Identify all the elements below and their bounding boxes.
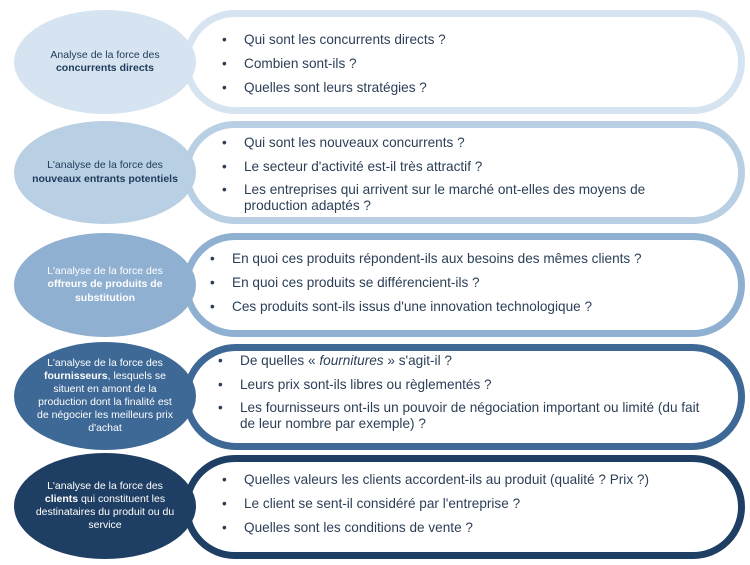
force-label: L'analyse de la force des bbox=[47, 479, 163, 492]
force-label-bold: concurrents directs bbox=[55, 62, 155, 74]
question-item: • Qui sont les nouveaux concurrents ? bbox=[222, 134, 692, 151]
force-label: Analyse de la force des bbox=[50, 48, 160, 61]
force-label-bold: fournisseurs bbox=[44, 369, 108, 382]
question-item: • Le client se sent-il considéré par l'entreprise ? bbox=[222, 495, 722, 512]
force-row-3 bbox=[0, 228, 750, 338]
question-item: • En quoi ces produits répondent-ils aux besoins des mêmes clients ? bbox=[210, 250, 730, 267]
force-circle bbox=[14, 233, 196, 337]
force-label-bold: clients bbox=[44, 492, 79, 505]
force-label-bold: offreurs de produits de substitution bbox=[47, 278, 163, 304]
force-circle bbox=[14, 10, 196, 114]
question-item: • Combien sont-ils ? bbox=[222, 55, 722, 72]
question-item: • Qui sont les concurrents directs ? bbox=[222, 31, 722, 48]
force-row-4 bbox=[0, 339, 750, 451]
force-label: L'analyse de la force des bbox=[47, 265, 163, 278]
question-item: • Quelles sont les conditions de vente ? bbox=[222, 519, 722, 536]
force-label-bold: nouveaux entrants potentiels bbox=[32, 172, 178, 185]
question-item: • Leurs prix sont-ils libres ou règlementés ? bbox=[218, 376, 708, 393]
question-item: • Les fournisseurs ont-ils un pouvoir de négociation important ou limité (du fait de leur nombre par exemple) ? bbox=[218, 400, 708, 432]
question-item: • De quelles « fournitures » s'agit-il ? bbox=[218, 352, 708, 369]
force-circle bbox=[14, 121, 196, 224]
question-item: • Quelles valeurs les clients accordent-ils au produit (qualité ? Prix ?) bbox=[222, 471, 722, 488]
question-item: • Ces produits sont-ils issus d'une innovation technologique ? bbox=[210, 298, 730, 315]
question-list bbox=[222, 31, 722, 103]
force-label: L'analyse de la force des bbox=[47, 356, 163, 369]
force-label: L'analyse de la force des bbox=[47, 159, 163, 172]
question-item: • Le secteur d'activité est-il très attractif ? bbox=[222, 158, 692, 175]
question-list bbox=[218, 352, 708, 439]
question-item: • En quoi ces produits se différencient-ils ? bbox=[210, 274, 730, 291]
force-row-2 bbox=[0, 116, 750, 226]
force-label-suffix: , lesquels se situent en amont de la production dont la finalité est de négocier les meilleurs prix d'achat bbox=[37, 369, 173, 435]
question-item: • Les entreprises qui arrivent sur le marché ont-elles des moyens de production adaptés ? bbox=[222, 182, 692, 214]
question-list bbox=[222, 471, 722, 543]
force-circle bbox=[14, 342, 196, 450]
question-list bbox=[210, 250, 730, 322]
force-row-1 bbox=[0, 0, 750, 116]
force-label-suffix: qui constituent les destinataires du produit ou du service bbox=[35, 492, 175, 532]
question-item: • Quelles sont leurs stratégies ? bbox=[222, 79, 722, 96]
question-list bbox=[222, 134, 692, 221]
force-row-5 bbox=[0, 452, 750, 562]
force-circle bbox=[14, 453, 196, 559]
